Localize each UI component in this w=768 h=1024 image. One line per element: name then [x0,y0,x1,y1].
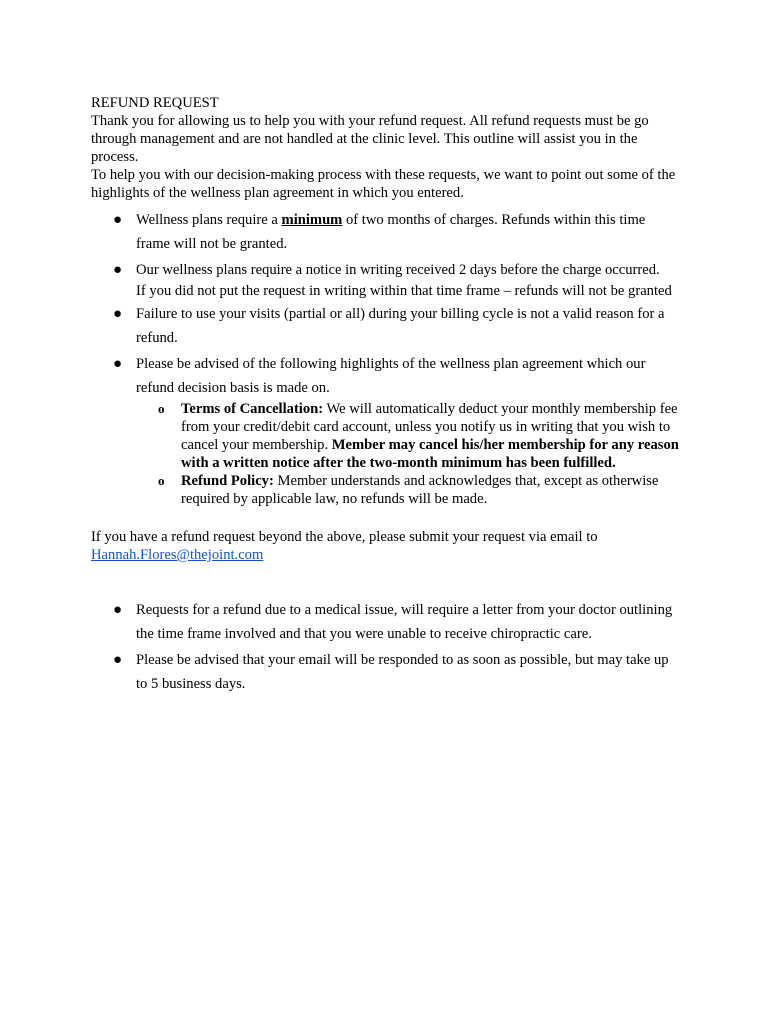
document-title: REFUND REQUEST [91,95,219,111]
policy-bullet-list [91,208,681,508]
sub-bullet-icon: o [158,401,165,416]
list-item [91,208,681,256]
term-bold-text: Member may cancel his/her membership for any reason with a written notice after the two-month minimum has been fulfilled. [181,437,679,471]
term-label: Terms of Cancellation: [181,401,324,417]
bullet-text: Please be advised of the following highlights of the wellness plan agreement which our refund decision basis is made on. [136,356,646,396]
list-item [91,598,681,646]
term-text: We will automatically deduct your monthly membership fee from your credit/debit card account, unless you notify us in writing that you wish to cancel your membership. [181,401,678,453]
intro-paragraph-1: Thank you for allowing us to help you with your refund request. All refund requests must be go through management and are not handled at the clinic level. This outline will assist you in the process. [91,113,649,165]
list-item [136,472,681,508]
contact-text: If you have a refund request beyond the above, please submit your request via email to [91,529,598,545]
bullet-text: Please be advised that your email will be responded to as soon as possible, but may take up to 5 business days. [136,652,669,692]
bullet-text: Wellness plans require a [136,212,282,228]
document-body [91,94,681,698]
bullet-icon: ● [113,652,123,668]
term-label: Refund Policy: [181,473,274,489]
list-item [91,258,681,300]
bullet-icon: ● [113,212,123,228]
contact-paragraph [91,528,681,564]
list-item [91,302,681,350]
bullet-icon: ● [113,306,123,322]
bullet-text: Failure to use your visits (partial or all) during your billing cycle is not a valid reason for a refund. [136,306,665,346]
bullet-text: of two months of charges. Refunds within this time frame will not be granted. [136,212,646,252]
bullet-text: Our wellness plans require a notice in writing received 2 days before the charge occurred. [136,262,660,278]
intro-paragraph-2: To help you with our decision-making process with these requests, we want to point out some of the highlights of the wellness plan agreement in which you entered. [91,167,676,201]
list-item [136,400,681,472]
bullet-icon: ● [113,262,123,278]
bullet-icon: ● [113,602,123,618]
spacer [91,510,681,528]
emphasis-text: minimum [281,212,343,228]
list-item [91,352,681,508]
email-link[interactable]: Hannah.Flores@thejoint.com [91,547,264,563]
term-text: Member understands and acknowledges that, except as otherwise required by applicable law, no refunds will be made. [181,473,659,507]
agreement-highlights-list [136,400,681,508]
bullet-text: Requests for a refund due to a medical issue, will require a letter from your doctor outlining the time frame involved and that you were unable to receive chiropractic care. [136,602,673,642]
spacer [91,564,681,592]
list-item [91,648,681,696]
additional-bullet-list [91,598,681,696]
sub-bullet-icon: o [158,473,165,488]
bullet-text: If you did not put the request in writing within that time frame – refunds will not be granted [136,283,672,299]
bullet-icon: ● [113,356,123,372]
